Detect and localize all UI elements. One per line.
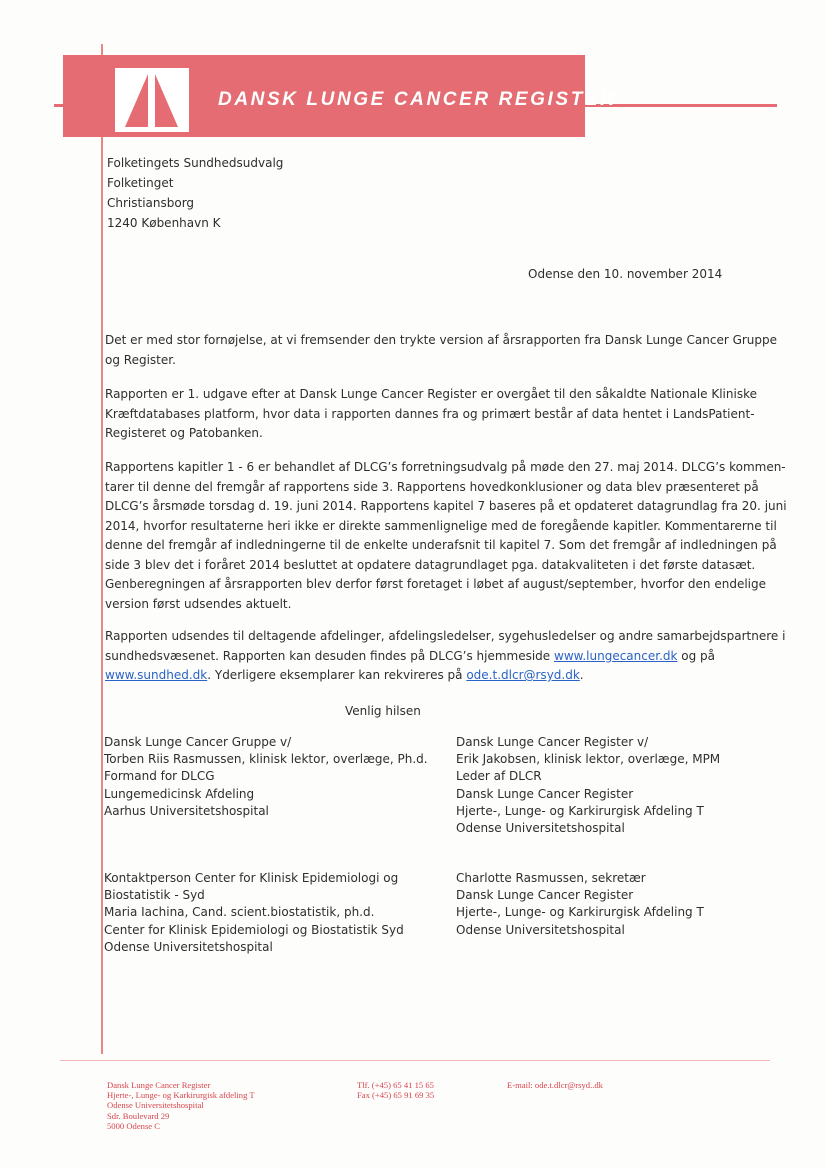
footer-fax-line: Fax (+45) 65 91 69 35 [357,1090,435,1101]
footer-email: E-mail: ode.t.dlcr@rsyd..dk [507,1080,603,1090]
signature-line: Kontaktperson Center for Klinisk Epidemiologi og [104,871,399,885]
paragraph-line [105,647,740,667]
paragraph-intro [105,331,778,370]
paragraph-line: Rapporten er 1. udgave efter at Dansk Lunge Cancer Register er overgået til den såkaldte Nationale Kliniske [105,387,757,401]
signature-line: Torben Riis Rasmussen, klinisk lektor, overlæge, Ph.d. [104,752,428,767]
paragraph-line: Registeret og Patobanken. [105,426,263,440]
signature-line: Aarhus Universitetshospital [104,803,269,818]
footer-divider [60,1060,770,1061]
signature-line: Dansk Lunge Cancer Gruppe v/ [104,735,292,749]
paragraph-line: version først udsendes aktuelt. [105,596,292,611]
paragraph-distribution [105,627,786,686]
paragraph-text: . Yderligere eksemplarer kan rekvireres på [207,668,467,682]
paragraph-chapters [105,458,787,614]
footer-address-line: Odense Universitetshospital [107,1100,204,1111]
paragraph-line: Det er med stor fornøjelse, at vi fremsender den trykte version af årsrapporten fra Dansk Lunge Cancer Gruppe [105,333,778,347]
recipient-line: Folketingets Sundhedsudvalg [107,156,284,170]
signature-line: Center for Klinisk Epidemiologi og Biostatistik Syd [104,922,404,937]
signature-line: Leder af DLCR [456,769,542,784]
paragraph-line: Rapportens kapitler 1 - 6 er behandlet af DLCG’s forretningsudvalg på møde den 27. maj 2014. DLCG’s kommen- [105,460,786,474]
paragraph-line [105,666,740,686]
paragraph-platform [105,385,757,444]
header-rule-left [54,104,63,107]
footer-phone [357,1080,434,1100]
closing-greeting: Venlig hilsen [345,704,421,718]
signature-line: Charlotte Rasmussen, sekretær [456,871,646,885]
margin-rule [101,44,103,1054]
signature-line: Hjerte-, Lunge- og Karkirurgisk Afdeling T [456,905,704,920]
signature-line: Odense Universitetshospital [456,922,625,937]
paragraph-line: Rapporten udsendes til deltagende afdelinger, afdelingsledelser, sygehusledelser og andre samarbejdspartnere i [105,629,786,643]
secretary-contact [456,870,704,939]
recipient-line: 1240 København K [107,216,221,230]
signature-line: Hjerte-, Lunge- og Karkirurgisk Afdeling T [456,803,704,818]
header-title: DANSK LUNGE CANCER REGISTER [218,89,617,110]
date-line: Odense den 10. november 2014 [528,267,723,281]
signature-line: Dansk Lunge Cancer Register v/ [456,735,649,749]
signature-line: Formand for DLCG [104,769,215,784]
signature-line: Maria Iachina, Cand. scient.biostatistik, ph.d. [104,905,375,920]
signature-line: Lungemedicinsk Afdeling [104,786,255,801]
contact-person [104,870,404,956]
footer-address-line: 5000 Odense C [107,1120,160,1131]
paragraph-line: tarer til denne del fremgår af rapportens side 3. Rapportens hovedkonklusioner og data blev præsenteret på [105,479,759,494]
signature-line: Odense Universitetshospital [104,939,273,954]
signature-dlcr [456,734,720,837]
footer-address-line: Dansk Lunge Cancer Register [107,1080,211,1090]
email-link[interactable]: ode.t.dlcr@rsyd.dk [466,668,580,682]
recipient-address [107,153,283,233]
recipient-line: Folketinget [107,176,174,190]
recipient-line: Christiansborg [107,196,195,210]
paragraph-line: denne del fremgår af indledningerne til de enkelte underafsnit til kapitel 7. Som det fremgår af indledningen på [105,538,777,552]
paragraph-line: Kræftdatabases platform, hvor data i rapporten dannes fra og primært består af data hentet i LandsPatient- [105,406,755,421]
paragraph-text: sundhedsvæsenet. Rapporten kan desuden findes på DLCG’s hjemmeside [105,648,554,663]
lungecancer-link[interactable]: www.lungecancer.dk [554,648,678,663]
signature-line: Dansk Lunge Cancer Register [456,786,634,801]
signature-dlcg [104,734,428,820]
paragraph-line: DLCG’s årsmøde torsdag d. 19. juni 2014. Rapportens kapitel 7 baseres på et opdateret datagrundlag fra 20. juni [105,499,787,513]
footer-phone-line: Tlf. (+45) 65 41 15 65 [357,1080,434,1090]
lung-logo-icon [115,68,189,132]
footer-address-line: Hjerte-, Lunge- og Karkirurgisk afdeling T [107,1090,255,1101]
footer-address-line: Sdr. Boulevard 29 [107,1110,170,1121]
paragraph-line: Genberegningen af årsrapporten blev derfor først foretaget i løbet af august/september, hvorfor den endelige [105,577,767,591]
paragraph-line: og Register. [105,352,176,367]
footer-address [107,1080,255,1131]
signature-line: Dansk Lunge Cancer Register [456,888,634,903]
paragraph-line: side 3 blev det i foråret 2014 besluttet at opdatere datagrundlaget pga. datakvaliteten i det første datasæt. [105,557,756,572]
signature-line: Odense Universitetshospital [456,821,625,836]
paragraph-line: 2014, hvorfor resultaterne heri ikke er direkte sammenlignelige med de foregående kapitler. Kommentarerne til [105,518,777,533]
signature-line: Erik Jakobsen, klinisk lektor, overlæge, MPM [456,752,721,767]
paragraph-text: . [579,668,584,682]
paragraph-text: og på [677,648,716,663]
sundhed-link[interactable]: www.sundhed.dk [105,668,208,682]
signature-line: Biostatistik - Syd [104,888,205,903]
